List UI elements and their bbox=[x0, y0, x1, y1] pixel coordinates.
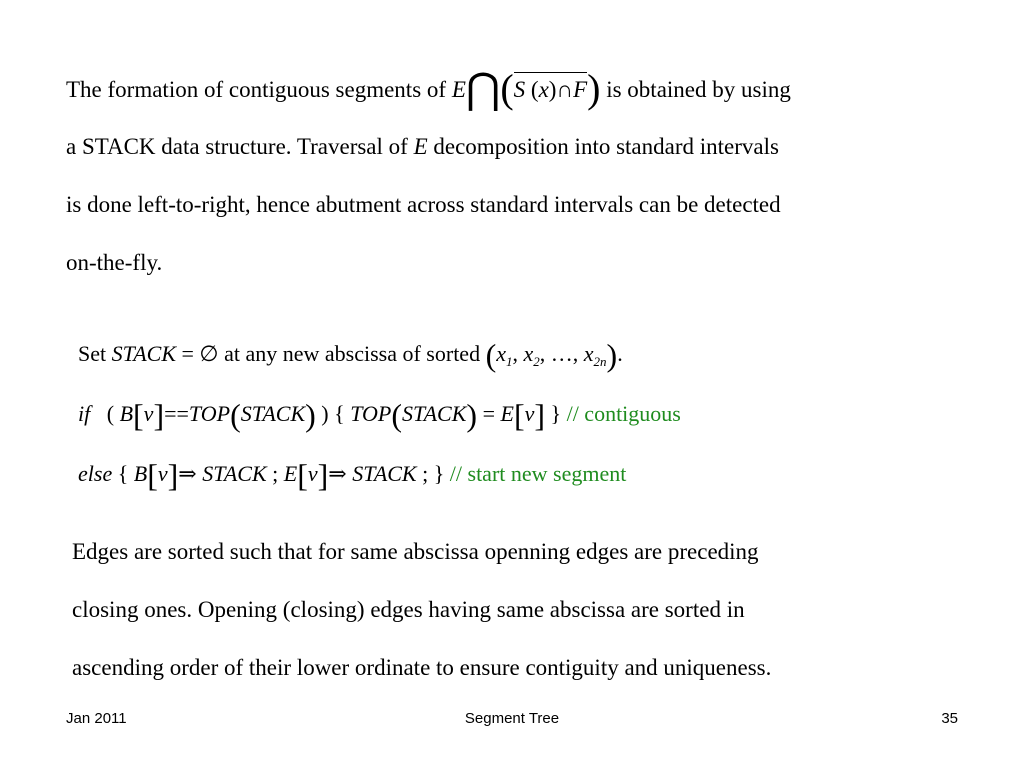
sorting-paragraph bbox=[72, 523, 972, 697]
x-var: x bbox=[496, 341, 506, 366]
set-keyword: Set bbox=[78, 341, 107, 366]
footer-date: Jan 2011 bbox=[66, 710, 127, 727]
math-e: E bbox=[451, 77, 466, 102]
intersection-symbol: ⋂ bbox=[465, 67, 501, 113]
code-line-set: Set STACK = ∅ at any new abscissa of sorted ($x_1$, $x_2$, …, $x_{2n}$). bbox=[78, 337, 623, 373]
intro-text: decomposition into standard intervals bbox=[433, 134, 779, 159]
paren-close: ) bbox=[587, 66, 601, 111]
if-keyword: if bbox=[78, 401, 91, 426]
footer-title: Segment Tree bbox=[464, 710, 560, 727]
set-description: at any new abscissa of sorted bbox=[224, 341, 481, 366]
intro-line-1 bbox=[66, 62, 966, 118]
else-keyword: else bbox=[78, 461, 113, 486]
intro-text: a STACK data structure. Traversal of bbox=[66, 134, 408, 159]
code-line-if: if ( B[v]==TOP(STACK) ) { TOP(STACK) = E[v] } // contiguous bbox=[78, 397, 681, 433]
sorting-line-1: Edges are sorted such that for same abscissa openning edges are preceding bbox=[72, 539, 759, 564]
sorting-line-2: closing ones. Opening (closing) edges having same abscissa are sorted in bbox=[72, 597, 745, 622]
math-e: E bbox=[413, 134, 428, 159]
math-s: S bbox=[513, 77, 526, 102]
code-line-else: else { B[v]⇒ STACK ; E[v]⇒ STACK ; } // start new segment bbox=[78, 457, 627, 493]
intro-line-2 bbox=[66, 118, 966, 176]
intro-paragraph bbox=[66, 62, 966, 292]
empty-set-symbol: = ∅ bbox=[181, 341, 219, 366]
comment-contiguous: // contiguous bbox=[566, 401, 681, 426]
intro-line-4: on-the-fly. bbox=[66, 250, 163, 275]
intro-text: is obtained by using bbox=[606, 77, 791, 102]
pseudocode-block bbox=[78, 332, 958, 512]
intro-line-3: is done left-to-right, hence abutment across standard intervals can be detected bbox=[66, 192, 781, 217]
math-f: F bbox=[573, 77, 588, 102]
page-number: 35 bbox=[941, 710, 958, 727]
intro-text: The formation of contiguous segments of bbox=[66, 77, 447, 102]
stack-var: STACK bbox=[111, 341, 177, 366]
paren-open: ( bbox=[500, 66, 514, 111]
complement-overline: S (x)∩F bbox=[514, 72, 587, 102]
sorting-line-3: ascending order of their lower ordinate to ensure contiguity and uniqueness. bbox=[72, 655, 772, 680]
comment-new-segment: // start new segment bbox=[449, 461, 627, 486]
math-x: x bbox=[538, 77, 549, 102]
